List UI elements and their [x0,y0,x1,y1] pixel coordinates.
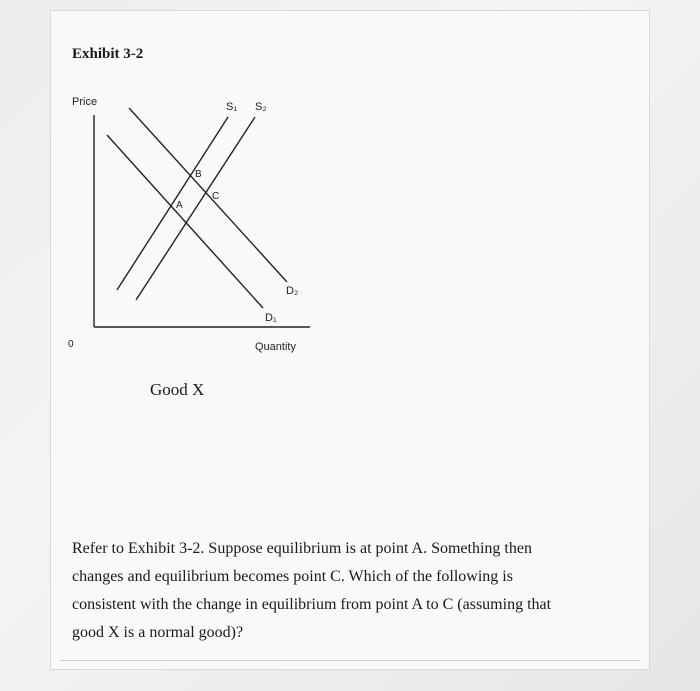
point-b-label: B [195,169,202,180]
d1-label: D₁ [265,312,277,324]
demand-curve-d1 [107,135,263,308]
exhibit-title: Exhibit 3-2 [72,46,144,62]
demand-curve-d2 [129,108,287,282]
divider [60,660,640,661]
graph-caption: Good X [150,380,205,399]
supply-curve-s2 [136,117,255,300]
x-axis-label: Quantity [255,341,296,353]
d2-label: D₂ [286,285,299,297]
supply-curve-s1 [117,117,228,290]
point-c-label: C [212,191,220,202]
origin-label: 0 [68,339,74,350]
question-line: consistent with the change in equilibrium from point A to C (assuming that [72,596,552,613]
question-line: Refer to Exhibit 3-2. Suppose equilibrium is at point A. Something then [72,540,532,557]
s2-label: S₂ [255,101,267,113]
question-line: good X is a normal good)? [72,624,244,641]
s1-label: S₁ [226,101,238,113]
y-axis-label: Price [72,96,98,108]
question-line: changes and equilibrium becomes point C. Which of the following is [72,568,513,585]
point-a-label: A [176,200,183,211]
question-text [72,535,632,647]
